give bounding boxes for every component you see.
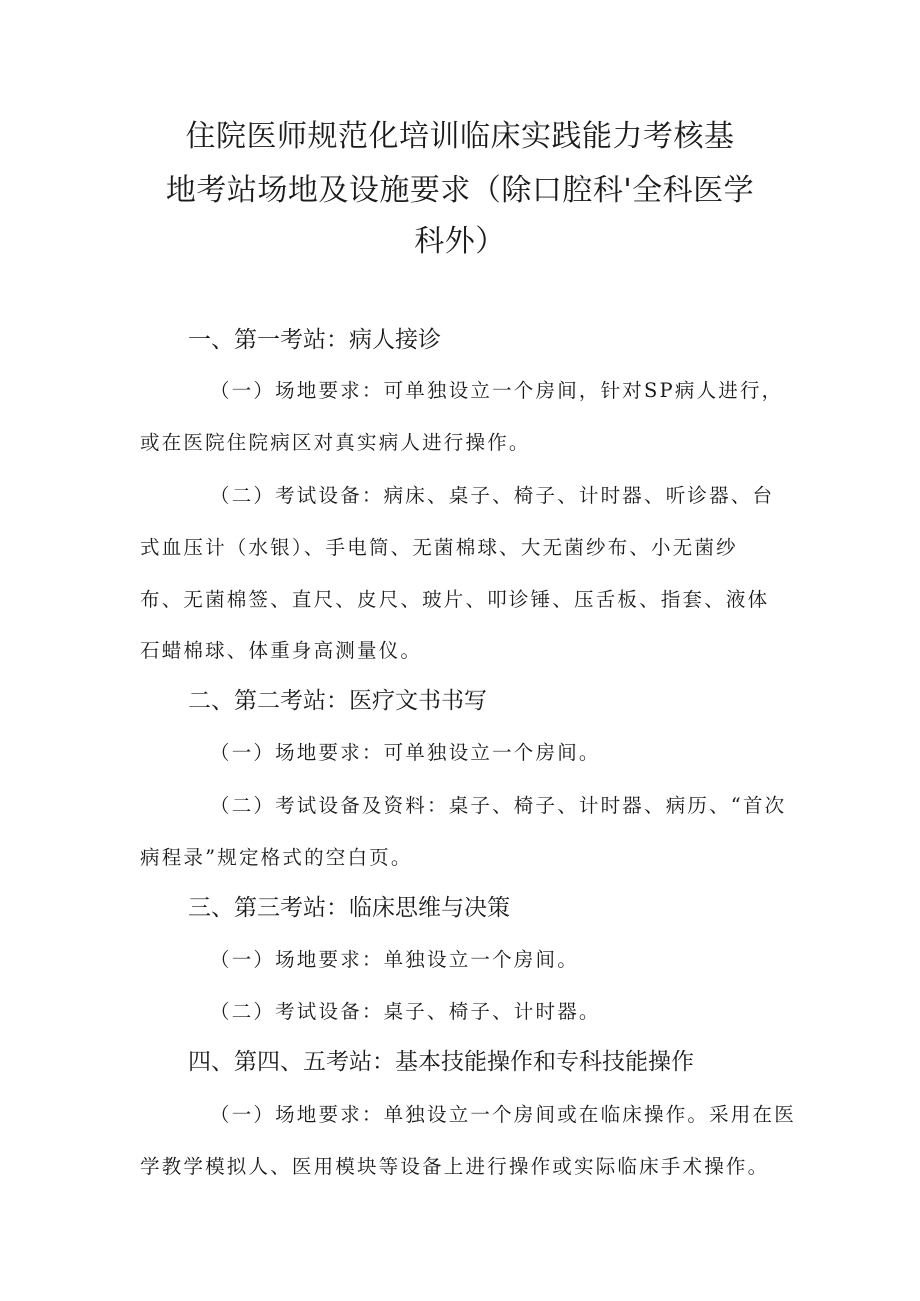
paragraph-line: 病程录”规定格式的空白页。: [140, 846, 413, 869]
document-title-line-3: 科外）: [414, 224, 506, 259]
paragraph-line: （二）考试设备及资料：桌子、椅子、计时器、病历、“首次: [210, 794, 787, 817]
paragraph-line: 石蜡棉球、体重身高测量仪。: [140, 639, 423, 662]
document-title-line-1: 住院医师规范化培训临床实践能力考核基: [185, 119, 735, 154]
paragraph-line: （一）场地要求：单独设立一个房间。: [210, 948, 579, 971]
paragraph-line: （一）场地要求：可单独设立一个房间。: [210, 741, 601, 764]
paragraph-line: （二）考试设备：桌子、椅子、计时器。: [210, 1000, 601, 1023]
document-title-line-2: 地考站场地及设施要求（除口腔科'全科医学: [165, 173, 755, 208]
paragraph-line: （一）场地要求：单独设立一个房间或在临床操作。采用在医: [210, 1103, 796, 1126]
section-heading-station-4-5: 四、第四、五考站：基本技能操作和专科技能操作: [188, 1049, 694, 1075]
paragraph-line: 布、无菌棉签、直尺、皮尺、玻片、叩诊锤、压舌板、指套、液体: [140, 588, 770, 611]
paragraph-line: （一）场地要求：可单独设立一个房间，针对SP病人进行，: [210, 379, 784, 402]
section-heading-station-2: 二、第二考站：医疗文书书写: [188, 688, 487, 714]
section-heading-station-3: 三、第三考站：临床思维与决策: [188, 895, 510, 921]
paragraph-line: 式血压计（水银）、手电筒、无菌棉球、大无菌纱布、小无菌纱: [140, 536, 738, 559]
paragraph-line: 或在医院住院病区对真实病人进行操作。: [140, 431, 531, 454]
paragraph-line: 学教学模拟人、医用模块等设备上进行操作或实际临床手术操作。: [140, 1155, 770, 1178]
paragraph-line: （二）考试设备：病床、桌子、椅子、计时器、听诊器、台: [210, 484, 775, 507]
section-heading-station-1: 一、第一考站：病人接诊: [188, 327, 441, 353]
